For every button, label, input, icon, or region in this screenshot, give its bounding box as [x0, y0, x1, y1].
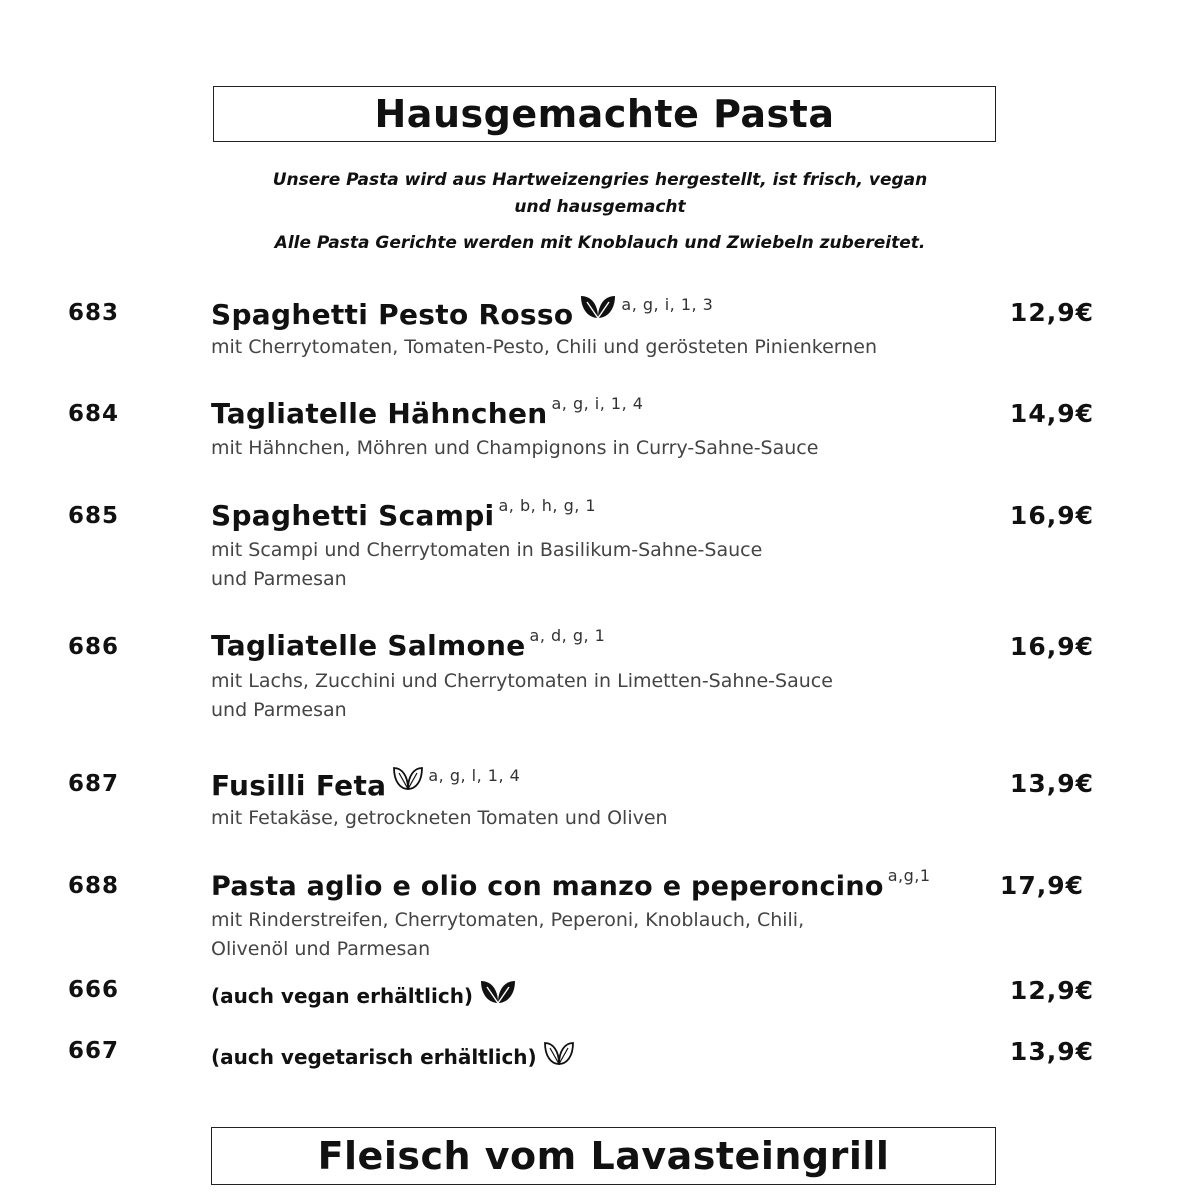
item-name: Spaghetti Pesto Rosso — [211, 298, 574, 331]
item-name-line — [211, 866, 931, 902]
item-description: mit Lachs, Zucchini und Cherrytomaten in Limetten-Sahne-Sauce — [211, 670, 833, 692]
item-number: 686 — [68, 634, 120, 660]
item-number: 687 — [68, 771, 120, 797]
item-description: mit Rinderstreifen, Cherrytomaten, Peperoni, Knoblauch, Chili, — [211, 909, 805, 931]
item-allergens: a, g, l, 1, 4 — [428, 766, 521, 785]
item-description: mit Hähnchen, Möhren und Champignons in Curry-Sahne-Sauce — [211, 437, 819, 459]
item-allergens: a,g,1 — [887, 866, 931, 885]
item-description: und Parmesan — [211, 568, 347, 590]
item-price: 16,9€ — [1009, 501, 1094, 530]
item-price: 14,9€ — [1009, 399, 1094, 428]
item-price: 16,9€ — [1009, 632, 1094, 661]
item-number: 683 — [68, 300, 120, 326]
intro-line: Unsere Pasta wird aus Hartweizengries hergestellt, ist frisch, vegan — [272, 170, 928, 190]
intro-line: und hausgemacht — [514, 197, 686, 217]
item-name-line — [211, 292, 713, 331]
vegan-leaf-icon — [579, 292, 617, 327]
variant-line — [211, 977, 517, 1010]
vegetarian-leaf-icon — [543, 1038, 575, 1071]
item-allergens: a, g, i, 1, 3 — [621, 295, 714, 314]
variant-price: 12,9€ — [1009, 976, 1094, 1005]
item-name-line — [211, 763, 520, 802]
item-description: mit Cherrytomaten, Tomaten-Pesto, Chili und gerösteten Pinienkernen — [211, 336, 878, 358]
item-name: Tagliatelle Hähnchen — [211, 397, 548, 430]
item-number: 685 — [68, 503, 120, 529]
variant-label: (auch vegan erhältlich) — [211, 984, 474, 1008]
item-name-line — [211, 394, 643, 430]
item-name: Spaghetti Scampi — [211, 499, 495, 532]
vegan-leaf-icon — [479, 977, 517, 1010]
item-name: Pasta aglio e olio con manzo e peperoncino — [211, 871, 884, 902]
next-section-title: Fleisch vom Lavasteingrill — [211, 1127, 996, 1185]
item-number: 688 — [68, 873, 120, 899]
variant-label: (auch vegetarisch erhältlich) — [211, 1045, 537, 1069]
item-name: Fusilli Feta — [211, 769, 387, 802]
item-description: mit Fetakäse, getrockneten Tomaten und Oliven — [211, 807, 668, 829]
item-description: und Parmesan — [211, 699, 347, 721]
item-number: 684 — [68, 401, 120, 427]
item-name-line — [211, 626, 605, 662]
variant-number: 667 — [68, 1038, 120, 1064]
item-price: 17,9€ — [999, 871, 1084, 900]
variant-number: 666 — [68, 977, 120, 1003]
item-name: Tagliatelle Salmone — [211, 629, 526, 662]
vegetarian-leaf-icon — [392, 763, 424, 798]
item-description: mit Scampi und Cherrytomaten in Basilikum-Sahne-Sauce — [211, 539, 763, 561]
item-price: 12,9€ — [1009, 298, 1094, 327]
item-allergens: a, b, h, g, 1 — [498, 496, 597, 515]
item-price: 13,9€ — [1009, 769, 1094, 798]
item-name-line — [211, 496, 596, 532]
item-description: Olivenöl und Parmesan — [211, 938, 431, 960]
item-allergens: a, d, g, 1 — [529, 626, 606, 645]
variant-line — [211, 1038, 575, 1071]
variant-price: 13,9€ — [1009, 1037, 1094, 1066]
intro-note: Alle Pasta Gerichte werden mit Knoblauch und Zwiebeln zubereitet. — [274, 233, 926, 253]
item-allergens: a, g, i, 1, 4 — [551, 394, 644, 413]
section-title: Hausgemachte Pasta — [213, 86, 996, 142]
